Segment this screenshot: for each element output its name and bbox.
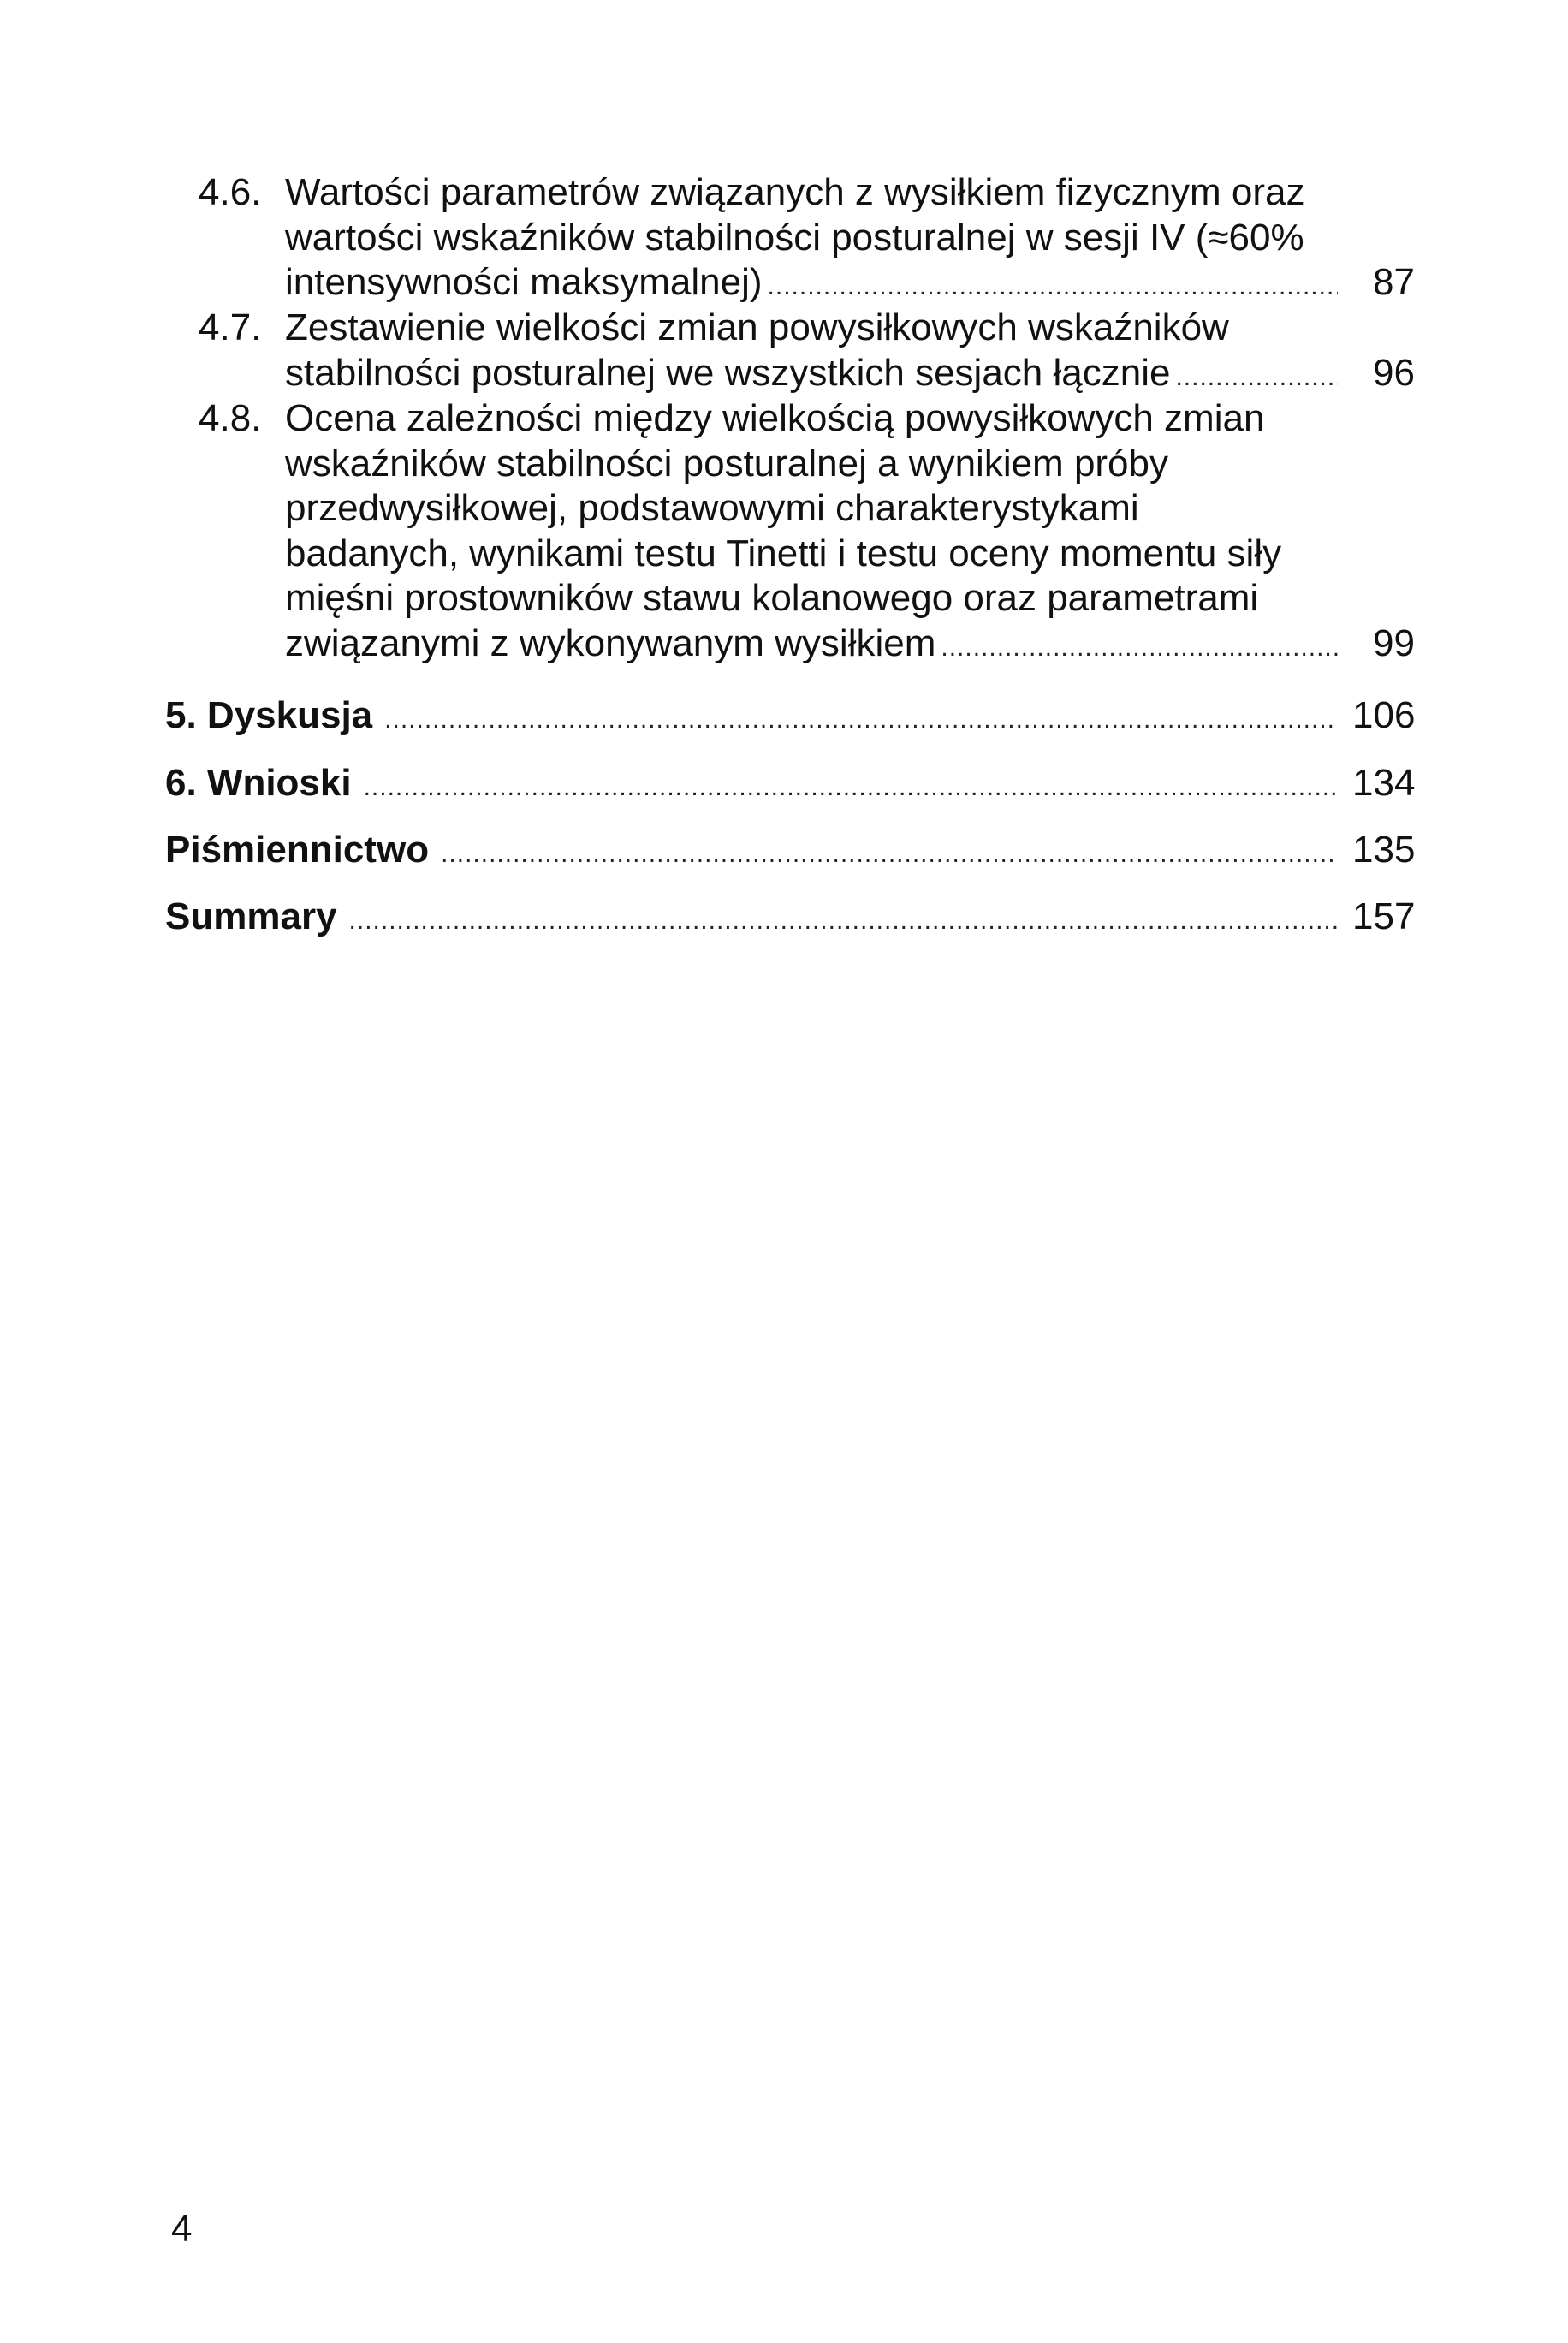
toc-chapter-page: 157	[1352, 895, 1416, 937]
toc-chapter-title: Piśmiennictwo	[165, 829, 430, 871]
toc-entry-line: przedwysiłkowej, podstawowymi charakterystykami	[285, 487, 1139, 529]
toc-entry-text	[285, 396, 1415, 666]
toc-entry-page: 99	[1373, 621, 1415, 664]
toc-chapter-dyskusja[interactable]	[165, 693, 1414, 742]
toc-entry-last-line	[285, 351, 1415, 396]
table-of-contents	[0, 0, 1568, 1027]
dot-leader	[768, 265, 1338, 310]
dot-leader	[1175, 355, 1338, 401]
toc-entry-line: Zestawienie wielkości zmian powysiłkowych wskaźników	[285, 306, 1229, 348]
toc-entry-line: mięśni prostowników stawu kolanowego oraz parametrami	[285, 577, 1259, 619]
toc-entry-number: 4.8.	[199, 397, 262, 439]
toc-entry-line: badanych, wynikami testu Tinetti i testu oceny momentu siły	[285, 532, 1282, 574]
toc-chapter-page: 134	[1352, 762, 1416, 804]
toc-chapter-wnioski[interactable]	[165, 761, 1414, 810]
toc-chapter-page: 135	[1352, 829, 1416, 871]
toc-entry-last-line	[285, 260, 1415, 306]
toc-entry-last-line	[285, 621, 1415, 667]
toc-entry-line: stabilności posturalnej we wszystkich sesjach łącznie	[285, 351, 1171, 394]
dot-leader	[941, 626, 1338, 671]
toc-entry-line: intensywności maksymalnej)	[285, 261, 763, 303]
toc-chapter-title: 6. Wnioski	[165, 762, 352, 804]
dot-leader	[364, 765, 1337, 810]
toc-entry-line: związanymi z wykonywanym wysiłkiem	[285, 621, 936, 664]
toc-entry-text	[285, 170, 1415, 306]
toc-chapter-title: Summary	[165, 895, 337, 937]
page-number: 4	[171, 2208, 193, 2250]
dot-leader	[384, 698, 1337, 742]
toc-entry-number: 4.7.	[199, 306, 262, 348]
toc-entry-page: 96	[1373, 351, 1415, 394]
toc-chapter-page: 106	[1352, 694, 1416, 736]
dot-leader	[441, 832, 1337, 877]
toc-entry-line: Wartości parametrów związanych z wysiłkiem fizycznym oraz	[285, 171, 1305, 213]
toc-entry-line: wskaźników stabilności posturalnej a wynikiem próby	[285, 442, 1169, 485]
toc-entry-number: 4.6.	[199, 171, 262, 213]
toc-entry-text	[285, 306, 1415, 395]
toc-chapter-pismiennictwo[interactable]	[165, 828, 1414, 877]
toc-chapter-summary[interactable]	[165, 895, 1414, 943]
dot-leader	[349, 899, 1337, 943]
toc-entry-page: 87	[1373, 261, 1415, 303]
toc-entry-line: wartości wskaźników stabilności posturalnej w sesji IV (≈60%	[285, 216, 1304, 259]
toc-chapter-title: 5. Dyskusja	[165, 694, 373, 736]
toc-entry-line: Ocena zależności między wielkością powysiłkowych zmian	[285, 397, 1265, 439]
